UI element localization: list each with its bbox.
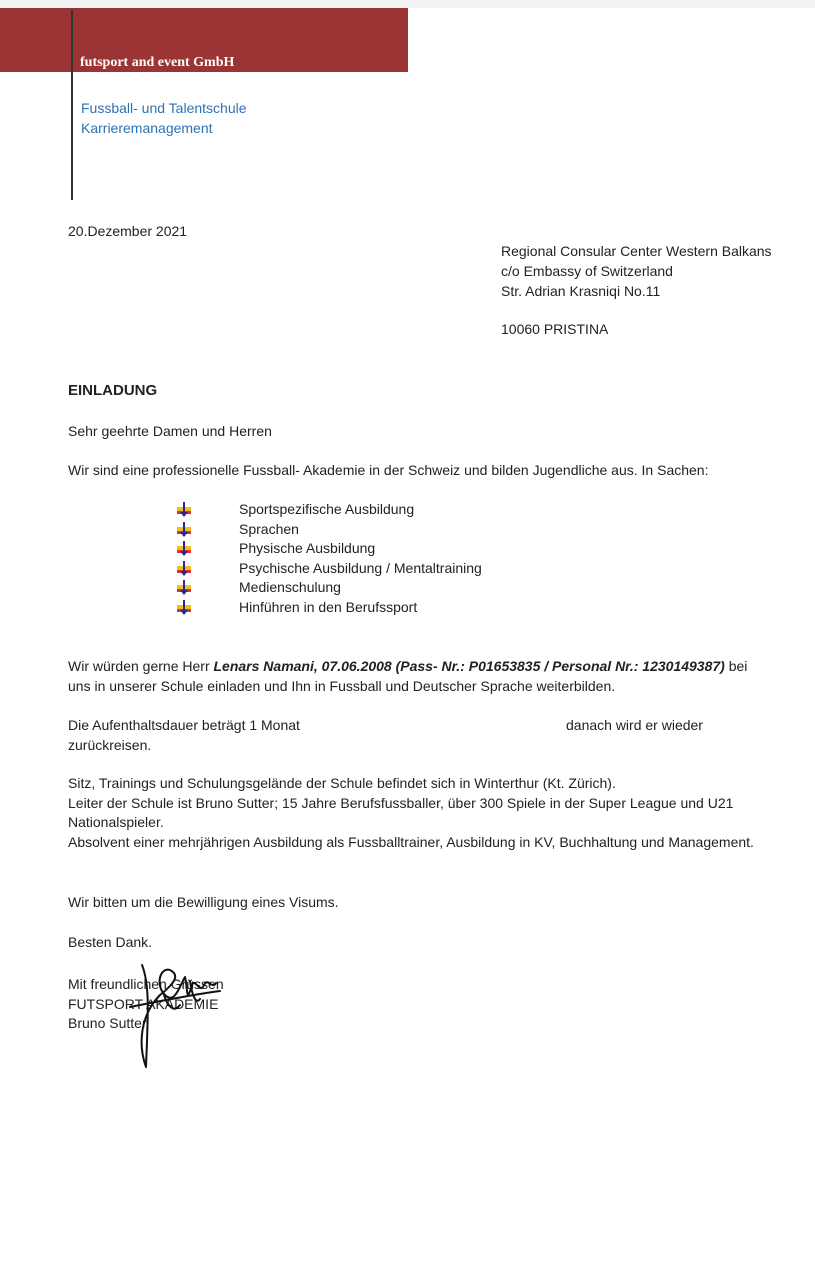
stay-right: danach wird er wieder [566,717,703,733]
topic-label: Medienschulung [239,579,341,596]
recipient-line-3: Str. Adrian Krasniqi No.11 [501,283,661,299]
closing-line-1: Mit freundlichen Grüssen [68,976,224,992]
closing-line-3: Bruno Sutter [68,1015,147,1031]
list-item [177,598,482,618]
stay-paragraph [68,716,703,755]
subtitle-line-1: Fussball- und Talentschule [81,100,247,116]
invitation-suffix: bei [724,658,748,674]
invitation-line-1 [68,657,747,677]
topic-label: Sprachen [239,520,299,537]
list-item [177,578,482,598]
subtitle-line-2: Karrieremanagement [81,120,213,136]
letterhead-divider [71,10,73,200]
topics-list [177,500,482,618]
top-background [0,0,815,8]
recipient-line-1: Regional Consular Center Western Balkans [501,243,772,259]
facts-line-4: Absolvent einer mehrjährigen Ausbildung als Fussballtrainer, Ausbildung in KV, Buchhaltung und Management. [68,833,754,850]
arrow-down-icon [177,500,239,520]
facts-line-1: Sitz, Trainings und Schulungsgelände der Schule befindet sich in Winterthur (Kt. Zürich). [68,775,616,791]
invitation-line-2: uns in unserer Schule einladen und Ihn in Fussball und Deutscher Sprache weiterbilden. [68,677,616,694]
stay-line-1 [68,716,703,736]
invited-person: Lenars Namani, 07.06.2008 (Pass- Nr.: P01653835 / Personal Nr.: 1230149387) [213,658,725,674]
list-item [177,500,482,520]
thanks-line: Besten Dank. [68,934,153,950]
address-gap [501,301,772,319]
handwritten-signature [120,955,230,1075]
facts-line-3: Nationalspieler. [68,814,164,830]
letterhead-subtitle [81,98,247,138]
company-name: futsport and event GmbH [80,55,235,70]
recipient-line-2: c/o Embassy of Switzerland [501,263,673,279]
topic-label: Hinführen in den Berufssport [239,599,418,616]
arrow-down-icon [177,578,239,598]
invitation-prefix: Wir würden gerne Herr [68,658,214,674]
recipient-line-4: 10060 PRISTINA [501,321,609,337]
topic-label: Sportspezifische Ausbildung [239,501,415,518]
arrow-down-icon [177,520,239,540]
topic-label: Physische Ausbildung [239,540,376,557]
intro-paragraph: Wir sind eine professionelle Fussball- Akademie in der Schweiz und bilden Jugendliche aus. In Sachen: [68,462,709,478]
letter-date: 20.Dezember 2021 [68,223,188,239]
arrow-down-icon [177,598,239,618]
salutation: Sehr geehrte Damen und Herren [68,423,272,439]
arrow-down-icon [177,539,239,559]
invitation-paragraph [68,657,747,696]
facts-line-2: Leiter der Schule ist Bruno Sutter; 15 Jahre Berufsfussballer, über 300 Spiele in der Super League und U21 [68,794,734,811]
visa-request: Wir bitten um die Bewilligung eines Visums. [68,894,339,910]
recipient-address [501,241,772,339]
closing-line-2: FUTSPORT AKADEMIE [68,995,219,1012]
list-item [177,559,482,579]
stay-line-2: zurückreisen. [68,736,152,753]
stay-left: Die Aufenthaltsdauer beträgt 1 Monat [68,717,300,733]
letter-heading: EINLADUNG [68,382,158,399]
school-facts [68,774,754,852]
list-item [177,539,482,559]
list-item [177,520,482,540]
arrow-down-icon [177,559,239,579]
topic-label: Psychische Ausbildung / Mentaltraining [239,559,482,576]
